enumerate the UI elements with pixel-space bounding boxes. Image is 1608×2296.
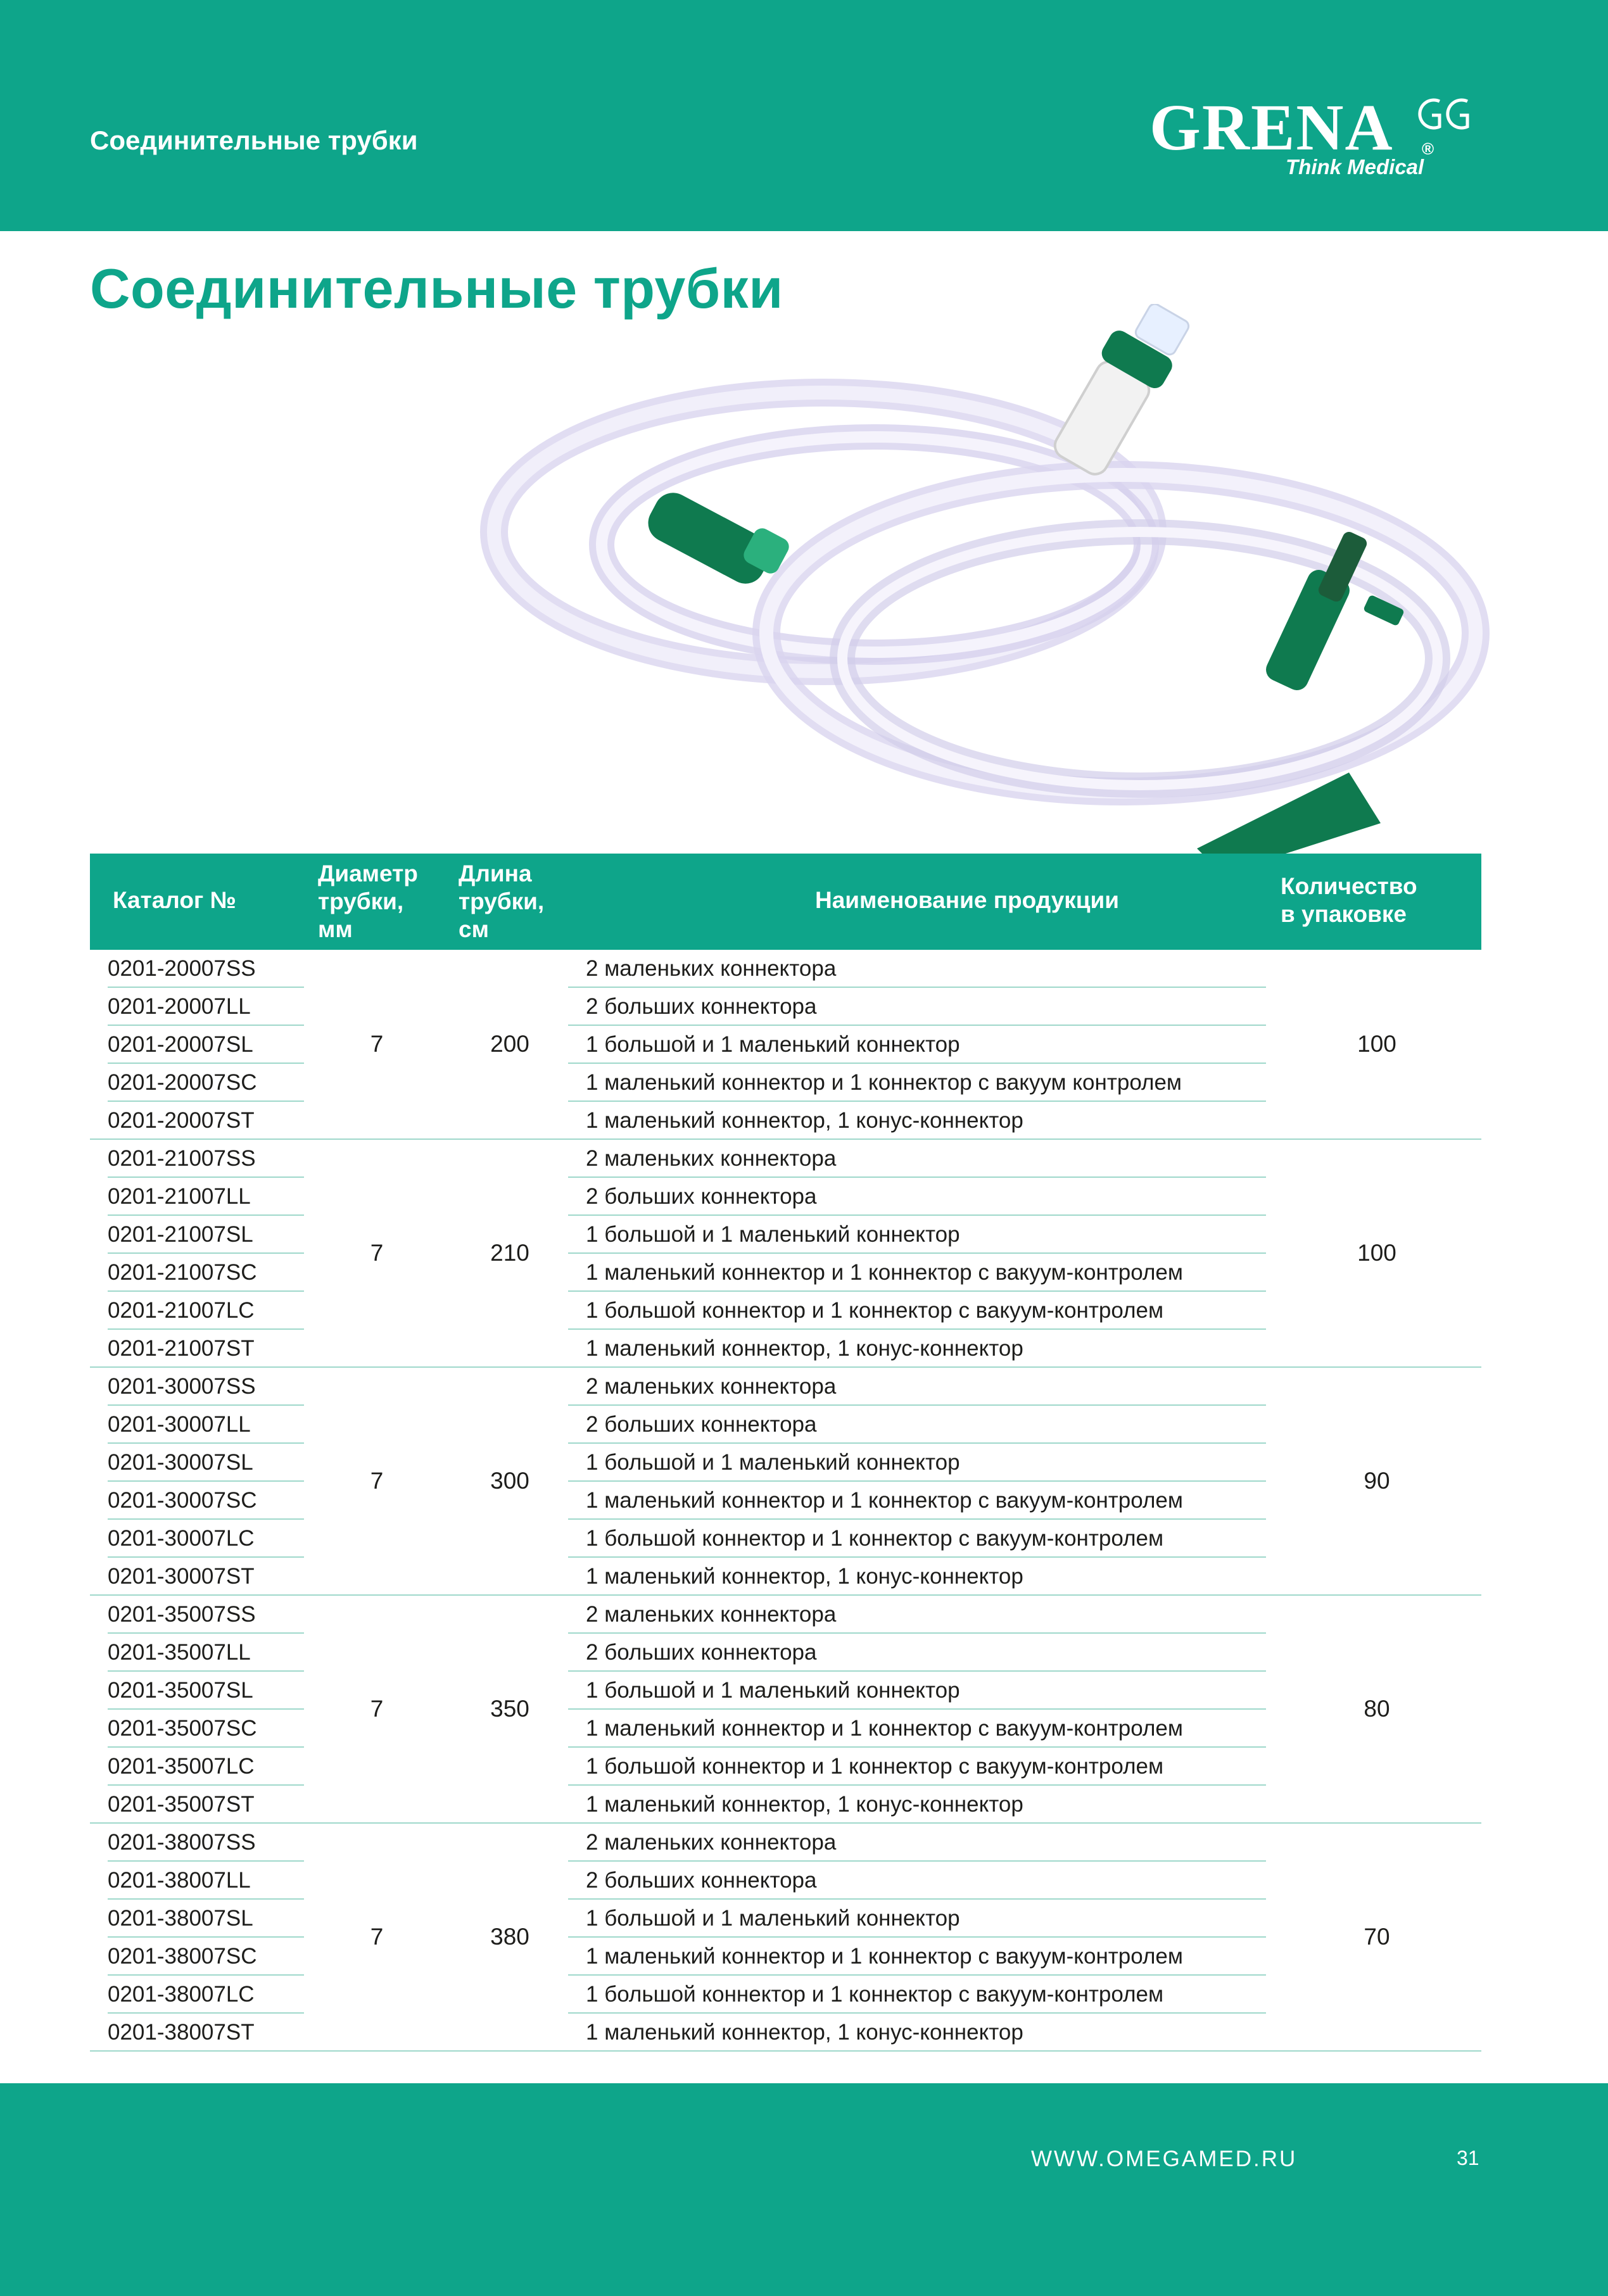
cell-catalog-number: 0201-21007ST — [108, 1330, 304, 1368]
header-length: Длина трубки, см — [459, 861, 545, 942]
cell-product-name: 1 большой и 1 маленький коннектор — [568, 1444, 1266, 1482]
cell-catalog-number: 0201-38007SS — [108, 1824, 304, 1862]
table-row — [90, 1482, 1481, 1520]
cell-catalog-number: 0201-35007SC — [108, 1710, 304, 1748]
cell-catalog-number: 0201-35007SS — [108, 1596, 304, 1634]
cell-quantity: 100 — [1357, 1031, 1396, 1057]
cell-catalog-number: 0201-35007SL — [108, 1672, 304, 1710]
table-body — [90, 950, 1481, 2052]
cell-product-name: 2 больших коннектора — [568, 988, 1266, 1026]
cell-catalog-number: 0201-20007ST — [108, 1102, 304, 1140]
page-title: Соединительные трубки — [90, 257, 783, 320]
cell-diameter: 7 — [370, 1031, 384, 1057]
cell-product-name: 1 большой коннектор и 1 коннектор с вакуум-контролем — [568, 1292, 1266, 1330]
cell-product-name: 2 маленьких коннектора — [568, 1140, 1266, 1178]
cell-product-name: 1 маленький коннектор и 1 коннектор с вакуум-контролем — [568, 1482, 1266, 1520]
cell-product-name: 1 большой коннектор и 1 коннектор с вакуум-контролем — [568, 1748, 1266, 1786]
cell-catalog-number: 0201-38007LL — [108, 1862, 304, 1900]
cell-catalog-number: 0201-35007LL — [108, 1634, 304, 1672]
cell-length: 380 — [490, 1924, 529, 1950]
cell-product-name: 1 большой и 1 маленький коннектор — [568, 1216, 1266, 1254]
cell-product-name: 2 больших коннектора — [568, 1406, 1266, 1444]
cell-product-name: 2 больших коннектора — [568, 1634, 1266, 1672]
cell-diameter: 7 — [370, 1696, 384, 1722]
logo-wordmark: GRENA — [1149, 91, 1394, 164]
product-photo-tubes — [469, 304, 1545, 861]
cell-diameter: 7 — [370, 1240, 384, 1266]
cell-catalog-number: 0201-20007SC — [108, 1064, 304, 1102]
header-quantity: Количество в упаковке — [1281, 873, 1417, 927]
cell-product-name: 1 большой и 1 маленький коннектор — [568, 1900, 1266, 1938]
cell-product-name: 1 маленький коннектор, 1 конус-коннектор — [568, 1558, 1266, 1596]
table-row — [90, 1406, 1481, 1444]
table-row — [90, 2014, 1481, 2052]
table-row — [90, 1900, 1481, 1938]
table-row — [90, 988, 1481, 1026]
table-row — [90, 950, 1481, 988]
logo-gg-mark-icon — [1415, 95, 1472, 133]
table-row — [90, 1026, 1481, 1064]
cell-catalog-number: 0201-20007SL — [108, 1026, 304, 1064]
page-number: 31 — [1457, 2147, 1479, 2169]
table-row — [90, 1938, 1481, 1976]
table-row — [90, 1368, 1481, 1406]
cell-catalog-number: 0201-20007LL — [108, 988, 304, 1026]
cell-product-name: 2 маленьких коннектора — [568, 1824, 1266, 1862]
table-group — [90, 1368, 1481, 1596]
cell-catalog-number: 0201-20007SS — [108, 950, 304, 988]
cell-quantity: 90 — [1364, 1468, 1390, 1494]
green-connector-left — [642, 486, 792, 591]
grena-logo — [1149, 91, 1479, 184]
table-row — [90, 1976, 1481, 2014]
table-row — [90, 1786, 1481, 1824]
cell-catalog-number: 0201-30007LC — [108, 1520, 304, 1558]
cell-quantity: 70 — [1364, 1924, 1390, 1950]
table-header — [90, 854, 1481, 950]
table-row — [90, 1558, 1481, 1596]
table-row — [90, 1596, 1481, 1634]
cell-catalog-number: 0201-21007LL — [108, 1178, 304, 1216]
table-group — [90, 1140, 1481, 1368]
table-row — [90, 1748, 1481, 1786]
cell-catalog-number: 0201-38007SC — [108, 1938, 304, 1976]
table-row — [90, 1216, 1481, 1254]
cell-product-name: 1 маленький коннектор, 1 конус-коннектор — [568, 2014, 1266, 2052]
table-row — [90, 1710, 1481, 1748]
cell-product-name: 1 маленький коннектор, 1 конус-коннектор — [568, 1786, 1266, 1824]
cell-quantity: 100 — [1357, 1240, 1396, 1266]
table-row — [90, 1520, 1481, 1558]
cell-catalog-number: 0201-21007SL — [108, 1216, 304, 1254]
table-row — [90, 1444, 1481, 1482]
header-catalog: Каталог № — [113, 887, 236, 913]
cell-catalog-number: 0201-21007SC — [108, 1254, 304, 1292]
cell-catalog-number: 0201-35007ST — [108, 1786, 304, 1824]
cell-catalog-number: 0201-30007ST — [108, 1558, 304, 1596]
cell-product-name: 1 большой и 1 маленький коннектор — [568, 1026, 1266, 1064]
cell-product-name: 1 большой коннектор и 1 коннектор с вакуум-контролем — [568, 1976, 1266, 2014]
cell-length: 200 — [490, 1031, 529, 1057]
cell-catalog-number: 0201-21007SS — [108, 1140, 304, 1178]
table-row — [90, 1178, 1481, 1216]
cell-quantity: 80 — [1364, 1696, 1390, 1722]
cell-catalog-number: 0201-30007LL — [108, 1406, 304, 1444]
cell-catalog-number: 0201-38007SL — [108, 1900, 304, 1938]
cell-product-name: 1 маленький коннектор, 1 конус-коннектор — [568, 1330, 1266, 1368]
table-row — [90, 1672, 1481, 1710]
cell-product-name: 1 маленький коннектор и 1 коннектор с вакуум-контролем — [568, 1254, 1266, 1292]
cell-length: 300 — [490, 1468, 529, 1494]
header-product-name: Наименование продукции — [814, 887, 1120, 913]
product-table — [90, 854, 1481, 2052]
table-group — [90, 950, 1481, 1140]
cell-product-name: 2 маленьких коннектора — [568, 1596, 1266, 1634]
table-row — [90, 1102, 1481, 1140]
white-connector-top — [1051, 304, 1191, 479]
cell-product-name: 1 маленький коннектор и 1 коннектор с вакуум-контролем — [568, 1710, 1266, 1748]
cell-length: 350 — [490, 1696, 529, 1722]
cell-catalog-number: 0201-21007LC — [108, 1292, 304, 1330]
logo-registered: ® — [1422, 139, 1434, 158]
table-group — [90, 1596, 1481, 1824]
cell-product-name: 1 маленький коннектор, 1 конус-коннектор — [568, 1102, 1266, 1140]
cell-catalog-number: 0201-30007SC — [108, 1482, 304, 1520]
cell-length: 210 — [490, 1240, 529, 1266]
cell-product-name: 2 маленьких коннектора — [568, 1368, 1266, 1406]
table-row — [90, 1140, 1481, 1178]
cell-catalog-number: 0201-38007LC — [108, 1976, 304, 2014]
table-row — [90, 1330, 1481, 1368]
header-diameter: Диаметр трубки, мм — [318, 861, 418, 942]
cell-catalog-number: 0201-30007SS — [108, 1368, 304, 1406]
logo-tagline: Think Medical — [1286, 155, 1424, 179]
table-row — [90, 1862, 1481, 1900]
cell-product-name: 1 большой коннектор и 1 коннектор с вакуум-контролем — [568, 1520, 1266, 1558]
table-row — [90, 1064, 1481, 1102]
footer-website-link[interactable]: WWW.OMEGAMED.RU — [1031, 2147, 1298, 2171]
header-section-title: Соединительные трубки — [90, 125, 418, 155]
footer-band — [0, 2083, 1608, 2296]
cell-catalog-number: 0201-35007LC — [108, 1748, 304, 1786]
table-row — [90, 1824, 1481, 1862]
table-group — [90, 1824, 1481, 2052]
cell-product-name: 1 большой и 1 маленький коннектор — [568, 1672, 1266, 1710]
cell-product-name: 2 маленьких коннектора — [568, 950, 1266, 988]
cell-product-name: 1 маленький коннектор и 1 коннектор с вакуум-контролем — [568, 1938, 1266, 1976]
cell-diameter: 7 — [370, 1468, 384, 1494]
cell-diameter: 7 — [370, 1924, 384, 1950]
table-row — [90, 1634, 1481, 1672]
cell-catalog-number: 0201-38007ST — [108, 2014, 304, 2052]
table-row — [90, 1254, 1481, 1292]
cell-product-name: 1 маленький коннектор и 1 коннектор с вакуум контролем — [568, 1064, 1266, 1102]
cell-product-name: 2 больших коннектора — [568, 1862, 1266, 1900]
cell-catalog-number: 0201-30007SL — [108, 1444, 304, 1482]
cell-product-name: 2 больших коннектора — [568, 1178, 1266, 1216]
table-row — [90, 1292, 1481, 1330]
